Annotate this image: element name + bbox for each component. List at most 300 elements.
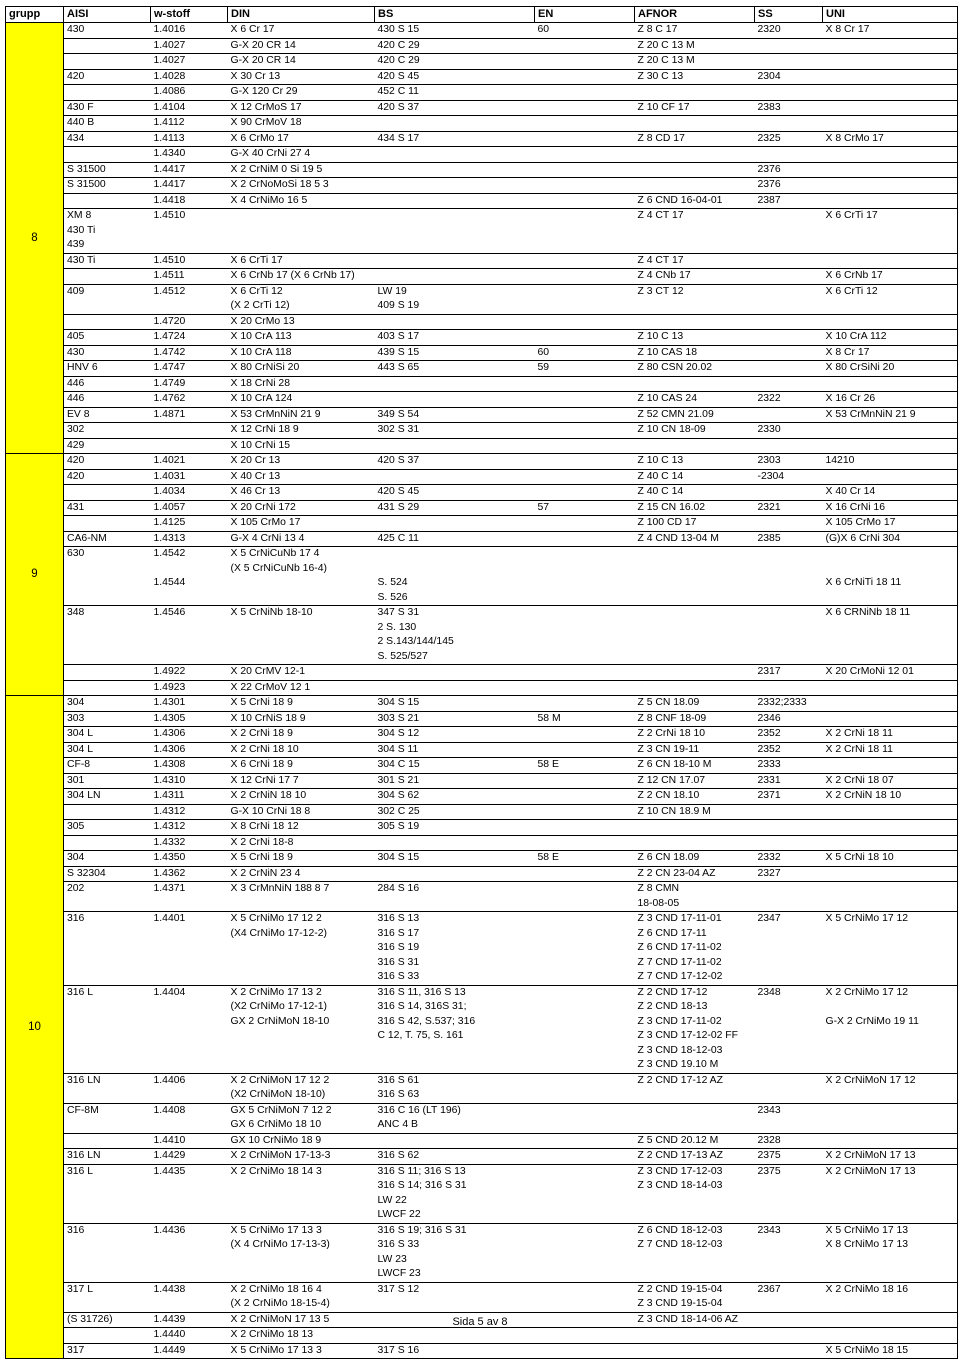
cell-bs: 304 S 15 <box>375 696 535 712</box>
cell-ss <box>755 116 823 132</box>
cell-aisi <box>64 1179 151 1194</box>
cell-afnor <box>635 376 755 392</box>
cell-bs <box>375 269 535 285</box>
table-row <box>6 635 958 650</box>
cell-uni: 14210 <box>823 454 958 470</box>
cell-w-stoff: 1.4510 <box>151 253 228 269</box>
table-row <box>6 621 958 636</box>
cell-w-stoff <box>151 1118 228 1133</box>
cell-bs: LW 22 <box>377 1194 407 1206</box>
cell-din: X 53 CrMnNiN 21 9 <box>228 407 375 423</box>
table-row <box>6 238 958 253</box>
cell-afnor: Z 52 CMN 21.09 <box>635 407 755 423</box>
table-row <box>6 696 958 712</box>
cell-uni <box>823 178 958 194</box>
table-row <box>6 1015 958 1030</box>
cell-en <box>535 650 635 665</box>
cell-afnor <box>635 650 755 665</box>
cell-uni <box>823 758 958 774</box>
cell-aisi: 304 L <box>64 742 151 758</box>
table-row <box>6 162 958 178</box>
cell-afnor: Z 10 C 13 <box>635 330 755 346</box>
table-row <box>6 1194 958 1209</box>
cell-uni: X 2 CrNiMoN 17 13 <box>823 1149 958 1165</box>
cell-din: GX 10 CrNiMo 18 9 <box>228 1133 375 1149</box>
cell-afnor: Z 10 C 13 <box>635 454 755 470</box>
cell-afnor <box>635 1328 755 1344</box>
cell-ss <box>755 956 823 971</box>
cell-afnor <box>635 1343 755 1359</box>
cell-en <box>535 820 635 836</box>
cell-en <box>535 193 635 209</box>
cell-uni <box>823 116 958 132</box>
cell-bs <box>375 680 535 696</box>
cell-bs <box>375 438 535 454</box>
cell-en <box>535 269 635 285</box>
cell-ss <box>755 1194 823 1209</box>
cell-uni <box>823 1179 958 1194</box>
cell-din: X 6 CrTi 17 <box>228 253 375 269</box>
cell-en: 57 <box>535 500 635 516</box>
cell-afnor: Z 4 CNb 17 <box>635 269 755 285</box>
cell-en <box>535 912 635 927</box>
cell-afnor: Z 8 CD 17 <box>635 131 755 147</box>
cell-din: X 90 CrMoV 18 <box>228 116 375 132</box>
cell-afnor <box>635 835 755 851</box>
cell-uni <box>823 193 958 209</box>
cell-uni: X 6 CRNiNb 18 11 <box>823 606 958 621</box>
cell-uni <box>823 696 958 712</box>
cell-bs: 301 S 21 <box>375 773 535 789</box>
cell-uni: X 2 CrNiN 18 10 <box>823 789 958 805</box>
cell-din: X 80 CrNiSi 20 <box>228 361 375 377</box>
cell-ss: 2375 <box>755 1149 823 1165</box>
cell-en <box>535 866 635 882</box>
cell-uni <box>823 711 958 727</box>
cell-w-stoff <box>151 1015 228 1030</box>
cell-bs: 316 S 31 <box>377 956 420 968</box>
cell-afnor <box>635 116 755 132</box>
cell-en <box>535 1044 635 1059</box>
cell-din: X 5 CrNiMo 17 13 3 <box>228 1223 375 1238</box>
cell-en <box>535 238 635 253</box>
cell-en <box>535 1149 635 1165</box>
cell-aisi: 439 <box>67 239 85 250</box>
cell-uni: X 5 CrNiMo 18 15 <box>823 1343 958 1359</box>
cell-ss: -2304 <box>755 469 823 485</box>
cell-afnor: Z 4 CT 17 <box>635 253 755 269</box>
cell-ss: 2385 <box>755 531 823 547</box>
cell-bs: 431 S 29 <box>375 500 535 516</box>
cell-bs <box>375 1133 535 1149</box>
cell-uni: X 8 CrMo 17 <box>823 131 958 147</box>
cell-uni <box>823 820 958 836</box>
cell-ss <box>755 547 823 562</box>
cell-en <box>535 1058 635 1073</box>
cell-uni: X 8 Cr 17 <box>823 345 958 361</box>
cell-uni: X 2 CrNi 18 11 <box>823 727 958 743</box>
cell-en <box>535 1015 635 1030</box>
cell-en <box>535 224 635 239</box>
cell-bs: 304 S 15 <box>375 851 535 867</box>
cell-aisi <box>64 1029 151 1044</box>
cell-din: X 5 CrNiNb 18-10 <box>228 606 375 621</box>
cell-aisi: 405 <box>64 330 151 346</box>
cell-uni: X 6 CrTi 17 <box>823 209 958 224</box>
cell-din <box>228 635 375 650</box>
table-row <box>6 591 958 606</box>
cell-uni: (G)X 6 CrNi 304 <box>823 531 958 547</box>
cell-ss <box>755 1073 823 1088</box>
cell-aisi: 429 <box>64 438 151 454</box>
cell-uni <box>823 1194 958 1209</box>
cell-bs: 420 S 45 <box>375 485 535 501</box>
cell-aisi <box>64 193 151 209</box>
cell-aisi: 316 <box>64 912 151 927</box>
cell-w-stoff <box>151 1029 228 1044</box>
table-row <box>6 69 958 85</box>
cell-en <box>535 1118 635 1133</box>
cell-aisi: 317 <box>64 1343 151 1359</box>
cell-w-stoff: 1.4021 <box>151 454 228 470</box>
cell-aisi <box>64 269 151 285</box>
cell-bs: 316 S 42, S.537; 316 <box>377 1015 476 1027</box>
cell-ss <box>755 1238 823 1253</box>
table-row <box>6 423 958 439</box>
cell-bs: 316 S 61 <box>375 1073 535 1088</box>
table-row <box>6 1267 958 1282</box>
cell-bs <box>375 162 535 178</box>
cell-din: G-X 20 CR 14 <box>228 38 375 54</box>
table-row <box>6 485 958 501</box>
cell-bs <box>375 835 535 851</box>
cell-bs <box>375 209 535 224</box>
cell-din: G-X 20 CR 14 <box>228 54 375 70</box>
cell-w-stoff: 1.4408 <box>151 1103 228 1118</box>
cell-afnor <box>635 591 755 606</box>
cell-bs: 316 S 62 <box>375 1149 535 1165</box>
cell-afnor: Z 10 CN 18.9 M <box>635 804 755 820</box>
group-cell: 9 <box>6 454 64 696</box>
cell-aisi: CF-8 <box>64 758 151 774</box>
cell-uni: X 20 CrMoNi 12 01 <box>823 665 958 681</box>
cell-aisi: 316 <box>64 1223 151 1238</box>
cell-din: X 2 CrNiMoN 17 13 5 <box>228 1312 375 1328</box>
cell-en <box>535 985 635 1000</box>
cell-aisi <box>64 562 151 577</box>
cell-afnor <box>635 178 755 194</box>
cell-din: X 10 CrA 118 <box>228 345 375 361</box>
table-row <box>6 665 958 681</box>
cell-ss <box>755 314 823 330</box>
cell-aisi <box>64 1267 151 1282</box>
cell-aisi: 316 LN <box>64 1149 151 1165</box>
cell-en <box>535 576 635 591</box>
cell-ss <box>755 1058 823 1073</box>
cell-uni <box>823 1000 958 1015</box>
cell-aisi: 446 <box>64 376 151 392</box>
cell-din <box>228 1044 375 1059</box>
cell-uni: X 80 CrSiNi 20 <box>823 361 958 377</box>
cell-din: G-X 10 CrNi 18 8 <box>228 804 375 820</box>
cell-uni <box>823 804 958 820</box>
cell-afnor: Z 2 CrNi 18 10 <box>635 727 755 743</box>
cell-aisi <box>64 897 151 912</box>
cell-w-stoff: 1.4724 <box>151 330 228 346</box>
cell-uni <box>823 547 958 562</box>
cell-aisi: 302 <box>64 423 151 439</box>
cell-aisi: S 32304 <box>64 866 151 882</box>
cell-din <box>228 941 375 956</box>
header-uni: UNI <box>823 7 958 23</box>
cell-afnor: Z 6 CND 17-11-02 <box>637 942 722 953</box>
cell-en <box>535 665 635 681</box>
cell-en <box>535 1194 635 1209</box>
cell-afnor: Z 2 CND 19-15-04 <box>635 1282 755 1297</box>
cell-aisi <box>64 1000 151 1015</box>
cell-aisi <box>64 1208 151 1223</box>
cell-w-stoff <box>151 941 228 956</box>
cell-uni <box>823 85 958 101</box>
cell-ss <box>755 407 823 423</box>
group-cell: 8 <box>6 23 64 454</box>
cell-uni: X 6 CrNb 17 <box>823 269 958 285</box>
cell-bs: 349 S 54 <box>375 407 535 423</box>
cell-uni <box>823 1118 958 1133</box>
table-row <box>6 1149 958 1165</box>
table-row <box>6 866 958 882</box>
cell-uni <box>823 147 958 163</box>
cell-din: X 20 CrMo 13 <box>228 314 375 330</box>
cell-w-stoff <box>151 897 228 912</box>
table-row <box>6 1029 958 1044</box>
table-body <box>6 23 958 1359</box>
cell-uni: X 40 Cr 14 <box>823 485 958 501</box>
cell-ss: 2322 <box>755 392 823 408</box>
cell-w-stoff: 1.4305 <box>151 711 228 727</box>
cell-afnor: Z 3 CND 17-12-02 FF <box>637 1030 738 1041</box>
cell-din: (X 2 CrNiMo 18-15-4) <box>230 1298 330 1309</box>
cell-bs <box>375 193 535 209</box>
cell-w-stoff: 1.4311 <box>151 789 228 805</box>
cell-uni <box>823 1328 958 1344</box>
cell-w-stoff: 1.4438 <box>151 1282 228 1297</box>
table-row <box>6 941 958 956</box>
cell-afnor: Z 2 CND 18-13 <box>637 1001 708 1012</box>
cell-bs: 304 S 12 <box>375 727 535 743</box>
cell-en <box>535 531 635 547</box>
cell-bs: 316 C 16 (LT 196) <box>375 1103 535 1118</box>
cell-ss <box>755 882 823 897</box>
table-row <box>6 23 958 39</box>
cell-aisi: 301 <box>64 773 151 789</box>
cell-ss <box>755 224 823 239</box>
cell-ss: 2376 <box>755 178 823 194</box>
cell-bs <box>375 469 535 485</box>
cell-afnor <box>635 1088 755 1103</box>
cell-uni <box>823 1208 958 1223</box>
table-row <box>6 547 958 562</box>
cell-ss <box>755 1000 823 1015</box>
cell-bs: 409 S 19 <box>377 300 420 311</box>
cell-w-stoff: 1.4350 <box>151 851 228 867</box>
cell-aisi: 430 <box>64 345 151 361</box>
cell-w-stoff: 1.4749 <box>151 376 228 392</box>
cell-uni: X 2 CrNiMoN 17 12 <box>823 1073 958 1088</box>
cell-en: 58 M <box>535 711 635 727</box>
cell-ss: 2321 <box>755 500 823 516</box>
cell-en <box>535 284 635 299</box>
cell-w-stoff: 1.4027 <box>151 54 228 70</box>
cell-aisi: 348 <box>64 606 151 621</box>
cell-aisi <box>64 1328 151 1344</box>
cell-ss: 2352 <box>755 727 823 743</box>
cell-uni <box>823 956 958 971</box>
cell-aisi: 431 <box>64 500 151 516</box>
cell-aisi <box>64 1297 151 1312</box>
cell-bs: 284 S 16 <box>375 882 535 897</box>
cell-uni <box>823 866 958 882</box>
table-row <box>6 1073 958 1088</box>
cell-en <box>535 178 635 194</box>
cell-afnor <box>635 438 755 454</box>
cell-ss <box>755 361 823 377</box>
cell-din <box>228 576 375 591</box>
cell-aisi <box>64 1118 151 1133</box>
cell-afnor <box>635 1118 755 1133</box>
cell-uni <box>823 423 958 439</box>
table-row <box>6 1164 958 1179</box>
cell-afnor: Z 2 CND 17-12 <box>635 985 755 1000</box>
table-row <box>6 1238 958 1253</box>
cell-bs: 316 S 11; 316 S 13 <box>375 1164 535 1179</box>
cell-ss <box>755 1179 823 1194</box>
cell-en <box>535 1000 635 1015</box>
cell-afnor: Z 3 CT 12 <box>635 284 755 299</box>
cell-uni <box>823 621 958 636</box>
cell-ss: 2348 <box>755 985 823 1000</box>
cell-bs: ANC 4 B <box>377 1119 418 1130</box>
table-row <box>6 1118 958 1133</box>
cell-uni: X 16 Cr 26 <box>823 392 958 408</box>
cell-aisi: 420 <box>64 69 151 85</box>
cell-din: GX 6 CrNiMo 18 10 <box>230 1119 322 1130</box>
cell-ss <box>755 835 823 851</box>
cell-bs: 347 S 31 <box>375 606 535 621</box>
cell-w-stoff <box>151 1253 228 1268</box>
cell-en <box>535 330 635 346</box>
cell-uni: X 2 CrNi 18 07 <box>823 773 958 789</box>
table-row <box>6 469 958 485</box>
cell-aisi: 304 <box>64 696 151 712</box>
cell-aisi <box>64 941 151 956</box>
table-row <box>6 131 958 147</box>
cell-w-stoff: 1.4312 <box>151 804 228 820</box>
cell-afnor <box>635 576 755 591</box>
cell-w-stoff <box>151 1297 228 1312</box>
cell-afnor: Z 3 CND 19.10 M <box>637 1059 719 1070</box>
cell-din <box>228 1267 375 1282</box>
cell-en <box>535 727 635 743</box>
cell-w-stoff <box>151 591 228 606</box>
table-row <box>6 650 958 665</box>
cell-en <box>535 970 635 985</box>
cell-uni: X 16 CrNi 16 <box>823 500 958 516</box>
cell-w-stoff: 1.4332 <box>151 835 228 851</box>
cell-bs <box>375 665 535 681</box>
cell-ss: 2332;2333 <box>755 696 823 712</box>
cell-uni: X 5 CrNiMo 17 13 <box>823 1223 958 1238</box>
cell-din <box>228 238 375 253</box>
cell-aisi <box>64 804 151 820</box>
table-row <box>6 882 958 897</box>
cell-uni <box>823 1029 958 1044</box>
cell-en: 59 <box>535 361 635 377</box>
table-row <box>6 804 958 820</box>
cell-afnor <box>635 299 755 314</box>
cell-din: X 12 CrMoS 17 <box>228 100 375 116</box>
cell-uni: X 10 CrA 112 <box>823 330 958 346</box>
cell-din: G-X 120 Cr 29 <box>228 85 375 101</box>
cell-uni: X 6 CrTi 12 <box>823 284 958 299</box>
cell-bs: 434 S 17 <box>375 131 535 147</box>
cell-w-stoff: 1.4542 <box>151 547 228 562</box>
cell-aisi <box>64 621 151 636</box>
cell-w-stoff <box>151 1194 228 1209</box>
cell-ss <box>755 1253 823 1268</box>
cell-din <box>228 1058 375 1073</box>
cell-ss <box>755 516 823 532</box>
cell-ss <box>755 54 823 70</box>
cell-w-stoff <box>151 1058 228 1073</box>
cell-en <box>535 469 635 485</box>
cell-w-stoff: 1.4104 <box>151 100 228 116</box>
cell-afnor <box>635 621 755 636</box>
cell-uni <box>823 162 958 178</box>
cell-bs: 317 S 16 <box>375 1343 535 1359</box>
table-row <box>6 851 958 867</box>
cell-bs: 304 C 15 <box>375 758 535 774</box>
cell-din <box>228 1208 375 1223</box>
table-row <box>6 1058 958 1073</box>
cell-ss <box>755 1343 823 1359</box>
cell-ss <box>755 284 823 299</box>
cell-bs <box>375 866 535 882</box>
cell-w-stoff <box>151 635 228 650</box>
table-row <box>6 576 958 591</box>
cell-en <box>535 927 635 942</box>
cell-en <box>535 547 635 562</box>
cell-afnor: Z 8 CNF 18-09 <box>635 711 755 727</box>
cell-bs <box>375 253 535 269</box>
cell-din: (X 4 CrNiMo 17-13-3) <box>230 1239 330 1250</box>
cell-din: GX 2 CrNiMoN 18-10 <box>230 1015 330 1027</box>
header-row <box>6 7 958 23</box>
cell-w-stoff: 1.4086 <box>151 85 228 101</box>
cell-aisi: HNV 6 <box>64 361 151 377</box>
cell-w-stoff: 1.4510 <box>151 209 228 224</box>
cell-aisi <box>64 38 151 54</box>
cell-afnor: Z 7 CND 18-12-03 <box>637 1239 723 1250</box>
cell-afnor <box>635 1103 755 1118</box>
table-row <box>6 224 958 239</box>
cell-en <box>535 423 635 439</box>
table-row <box>6 789 958 805</box>
cell-afnor: Z 4 CND 13-04 M <box>635 531 755 547</box>
cell-w-stoff: 1.4429 <box>151 1149 228 1165</box>
cell-bs <box>375 392 535 408</box>
table-row <box>6 985 958 1000</box>
